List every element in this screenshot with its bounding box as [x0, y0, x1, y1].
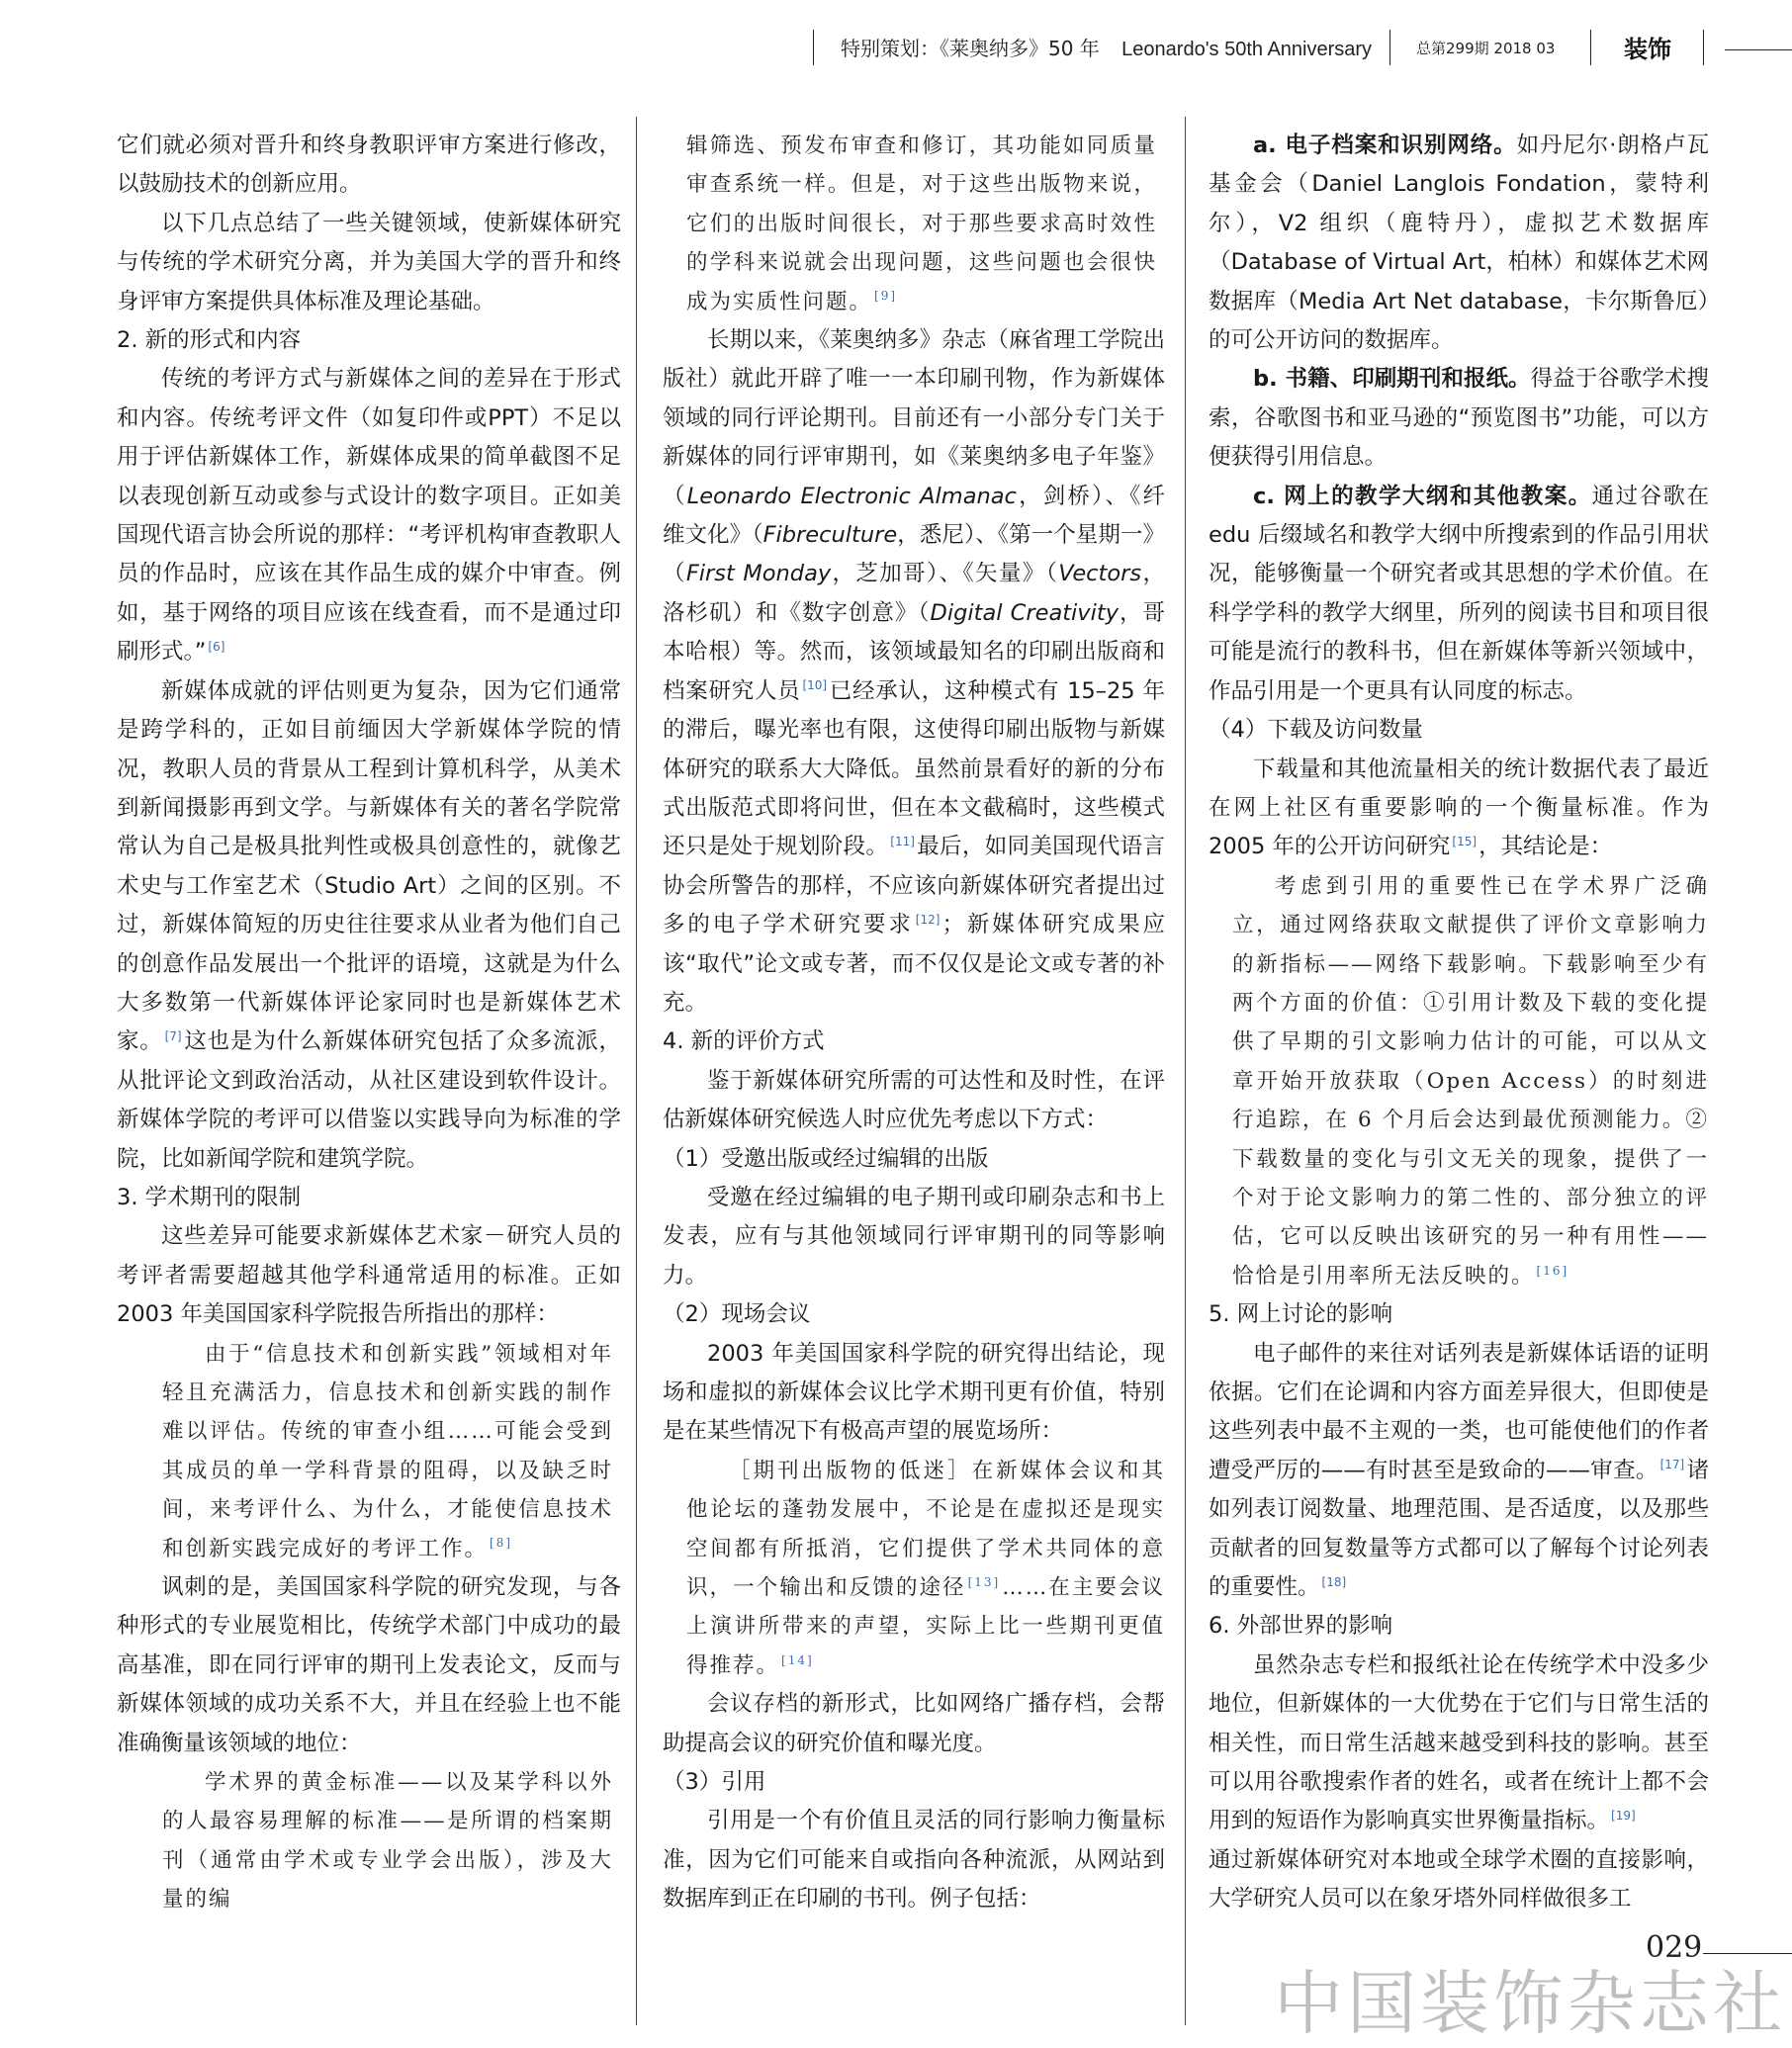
header-feature-title [841, 33, 1372, 61]
paragraph-text: ，洛杉矶）和《数字创意》（ [663, 561, 1165, 626]
header-divider-4 [1703, 30, 1704, 65]
header-feature-cn: 特别策划：《莱奥纳多》50 年 [841, 37, 1100, 60]
journal-title: Digital Creativity [930, 599, 1120, 626]
paragraph: 会议存档的新形式，比如网络广播存档，会帮助提高会议的研究价值和曝光度。 [663, 1691, 1165, 1756]
footnote-ref[interactable]: [13] [967, 1574, 1001, 1589]
section-heading: 3. 学术期刊的限制 [117, 1184, 302, 1210]
paragraph-text: 新媒体成就的评估则更为复杂，因为它们通常是跨学科的，正如目前缅因大学新媒体学院的情况，教职人员的背景从工程到计算机科学，从美术到新闻摄影再到文学。与新媒体有关的著名学院常常认为自己是极具批判性或极具创意性的，就像艺术史与工作室艺术（Studio Art）之间的区别。不过，新媒体简短的历史往往要求从业者为他们自己的创意作品发展出一个批评的语境，这就是为什么大多数第一代新媒体评论家同时也是新媒体艺术家。 [117, 677, 621, 1055]
footnote-ref[interactable]: [15] [1452, 834, 1478, 848]
quote-text: 考虑到引用的重要性已在学术界广泛确立，通过网络获取文献提供了评价文章影响力的新指标——网络下载影响。下载影响至少有两个方面的价值：①引用计数及下载的变化提供了早期的引文影响力估计的可能，可以从文章开始开放获取（Open Access）的时刻进行追踪，在 6 个月后会达到最优预测能力。②下载数量的变化与引文无关的现象，提供了一个对于论文影响力的第二性的、部分独立的评估，它可以反映出该研究的另一种有用性——恰恰是引用率所无法反映的。 [1232, 873, 1709, 1289]
paragraph: 鉴于新媒体研究所需的可达性和及时性，在评估新媒体研究候选人时应优先考虑以下方式： [663, 1067, 1165, 1133]
paragraph: 它们就必须对晋升和终身教职评审方案进行修改，以鼓励技术的创新应用。 [117, 133, 621, 198]
block-quote [663, 127, 1165, 321]
footnote-ref[interactable]: [7] [164, 1028, 182, 1043]
header-divider-2 [1389, 30, 1390, 65]
paragraph-text: ，悉尼）、《第一个星期一》（ [663, 522, 1165, 587]
journal-title: First Monday [685, 561, 832, 587]
paragraph [1209, 751, 1709, 867]
subsection-heading: （3）引用 [663, 1769, 766, 1796]
paragraph: 通过新媒体研究对本地或全球学术圈的直接影响，大学研究人员可以在象牙塔外同样做很多工 [1209, 1846, 1709, 1913]
subsection-heading: （4）下载及访问数量 [1209, 717, 1423, 744]
item-title: b. 书籍、印刷期刊和报纸。 [1253, 366, 1531, 393]
watermark: 中国装饰杂志社 [1274, 1963, 1786, 2044]
header-divider-3 [1590, 30, 1591, 65]
paragraph-text: ，剑桥）、《纤维文化》（ [663, 483, 1165, 549]
footnote-ref[interactable]: [12] [915, 912, 941, 927]
paragraph-text: ，其结论是： [1478, 834, 1613, 860]
item-title: a. 电子档案和识别网络。 [1253, 133, 1517, 158]
section-heading: 4. 新的评价方式 [663, 1028, 825, 1055]
journal-title: Fibreculture [762, 522, 898, 549]
subsection-heading: （2）现场会议 [663, 1301, 811, 1328]
paragraph-text: 通过谷歌在 edu 后缀域名和教学大纲中所搜索到的作品引用状况，能够衡量一个研究者或其思想的学术价值。在科学学科的教学大纲里，所列的阅读书目和项目很可能是流行的教科书，但在新媒体等新兴领域中，作品引用是一个更具有认同度的标志。 [1209, 483, 1709, 704]
page-number: 029 [1646, 1930, 1703, 1965]
section-heading: 6. 外部世界的影响 [1209, 1613, 1393, 1640]
footnote-ref[interactable]: [16] [1536, 1263, 1569, 1278]
paragraph [1209, 1335, 1709, 1608]
column-2 [663, 127, 1165, 1919]
quote-text: 辑筛选、预发布审查和修订，其功能如同质量审查系统一样。但是，对于这些出版物来说，它们的出版时间很长，对于那些要求高时效性的学科来说就会出现问题，这些问题也会很快成为实质性问题。 [686, 134, 1157, 314]
magazine-logo: 装饰 [1624, 36, 1671, 63]
paragraph [1209, 1647, 1709, 1841]
paragraph-text: ，哥本哈根）等。然而，该领域最知名的印刷出版商和档案研究人员 [663, 599, 1165, 704]
paragraph-text: 诸如列表订阅数量、地理范围、是否适度，以及那些贡献者的回复数量等方式都可以了解每个讨论列表的重要性。 [1209, 1457, 1709, 1601]
paragraph [663, 321, 1165, 1023]
column-rule-2 [1185, 117, 1186, 2025]
footnote-ref[interactable]: [9] [874, 289, 898, 304]
paragraph-text: 得益于谷歌学术搜索，谷歌图书和亚马逊的“预览图书”功能，可以方便获得引用信息。 [1209, 366, 1709, 471]
paragraph: 引用是一个有价值且灵活的同行影响力衡量标准，因为它们可能来自或指向各种流派，从网站到数据库到正在印刷的书刊。例子包括： [663, 1808, 1165, 1913]
paragraph: 以下几点总结了一些关键领域，使新媒体研究与传统的学术研究分离，并为美国大学的晋升和终身评审方案提供具体标准及理论基础。 [117, 210, 621, 314]
paragraph-text: 下载量和其他流量相关的统计数据代表了最近在网上社区有重要影响的一个衡量标准。作为 2005 年的公开访问研究 [1209, 756, 1709, 860]
paragraph: 这些差异可能要求新媒体艺术家－研究人员的考评者需要超越其他学科通常适用的标准。正如 2003 年美国国家科学院报告所指出的那样： [117, 1223, 621, 1328]
section-heading: 2. 新的形式和内容 [117, 327, 302, 354]
quote-text: ［期刊出版物的低迷］在新媒体会议和其他论坛的蓬勃发展中，不论是在虚拟还是现实空间都有所抵消，它们提供了学术共同体的意识，一个输出和反馈的途径 [686, 1458, 1165, 1601]
paragraph-text: 如丹尼尔·朗格卢瓦基金会（Daniel Langlois Fondation，蒙特利尔），V2 组织（鹿特丹），虚拟艺术数据库（Database of Virtual Art，柏林）和媒体艺术网数据库（Media Art Net database，卡尔斯鲁厄）的可公开访问的数据库。 [1209, 133, 1709, 354]
paragraph-text: ，芝加哥）、《矢量》（ [831, 561, 1059, 587]
paragraph: 2003 年美国国家科学院的研究得出结论，现场和虚拟的新媒体会议比学术期刊更有价值，特别是在某些情况下有极高声望的展览场所： [663, 1340, 1165, 1445]
section-heading: 5. 网上讨论的影响 [1209, 1301, 1393, 1328]
header-rule [1725, 49, 1792, 50]
subsection-heading: （1）受邀出版或经过编辑的出版 [663, 1145, 989, 1172]
block-quote [663, 1452, 1165, 1685]
column-1 [117, 127, 621, 1919]
paragraph [117, 672, 621, 1179]
footnote-ref[interactable]: [8] [490, 1536, 513, 1551]
block-quote [1209, 867, 1709, 1295]
paragraph-text: 最后，如同美国现代语言协会所警告的那样，不应该向新媒体研究者提出过多的电子学术研究要求 [663, 834, 1165, 938]
paragraph: 讽刺的是，美国国家科学院的研究发现，与各种形式的专业展览相比，传统学术部门中成功的最高基准，即在同行评审的期刊上发表论文，反而与新媒体领域的成功关系不大，并且在经验上也不能准确衡量该领域的地位： [117, 1574, 621, 1756]
item-title: c. 网上的教学大纲和其他教案。 [1253, 483, 1592, 509]
block-quote: 学术界的黄金标准——以及某学科以外的人最容易理解的标准——是所谓的档案期刊（通常由学术或专业学会出版），涉及大量的编 [162, 1770, 613, 1913]
quote-text: ……在主要会议上演讲所带来的声望，实际上比一些期刊更值得推荐。 [686, 1575, 1165, 1678]
paragraph-text: 这也是为什么新媒体研究包括了众多流派，从批评论文到政治活动，从社区建设到软件设计。新媒体学院的考评可以借鉴以实践导向为标准的学院，比如新闻学院和建筑学院。 [117, 1028, 621, 1172]
footnote-ref[interactable]: [17] [1659, 1458, 1685, 1472]
paragraph-text: 虽然杂志专栏和报纸社论在传统学术中没多少地位，但新媒体的一大优势在于它们与日常生活的相关性，而日常生活越来越受到科技的影响。甚至可以用谷歌搜索作者的姓名，或者在统计上都不会用到的短语作为影响真实世界衡量指标。 [1209, 1651, 1709, 1834]
column-rule-1 [636, 117, 637, 2025]
footnote-ref[interactable]: [10] [802, 678, 828, 693]
column-3 [1209, 127, 1709, 1919]
quote-text: 由于“信息技术和创新实践”领域相对年轻且充满活力，信息技术和创新实践的制作难以评估。传统的审查小组……可能会受到其成员的单一学科背景的阻碍，以及缺乏时间，来考评什么、为什么，才能使信息技术和创新实践完成好的考评工作。 [162, 1341, 613, 1561]
paragraph: 受邀在经过编辑的电子期刊或印刷杂志和书上发表，应有与其他领域同行评审期刊的同等影响力。 [663, 1184, 1165, 1289]
header-divider-1 [813, 30, 814, 65]
paragraph [117, 360, 621, 671]
footnote-ref[interactable]: [11] [890, 834, 915, 848]
block-quote [117, 1335, 621, 1568]
paragraph-text: 长期以来，《莱奥纳多》杂志（麻省理工学院出版社）就此开辟了唯一一本印刷刊物，作为新媒体领域的同行评论期刊。目前还有一小部分专门关于新媒体的同行评审期刊，如《莱奥纳多电子年鉴》（ [663, 327, 1165, 509]
footnote-ref[interactable]: [18] [1321, 1574, 1347, 1589]
header-issue: 总第299期 2018 03 [1416, 40, 1556, 57]
paragraph [1209, 127, 1709, 360]
paragraph-text: ；新媒体研究成果应该“取代”论文或专著，而不仅仅是论文或专著的补充。 [663, 912, 1165, 1016]
journal-title: Leonardo Electronic Almanac [686, 483, 1017, 509]
paragraph-text: 电子邮件的来往对话列表是新媒体话语的证明依据。它们在论调和内容方面差异很大，但即使是这些列表中最不主观的一类，也可能使他们的作者遭受严厉的——有时甚至是致命的——审查。 [1209, 1340, 1709, 1483]
paragraph-text: 传统的考评方式与新媒体之间的差异在于形式和内容。传统考评文件（如复印件或PPT）不足以用于评估新媒体工作，新媒体成果的简单截图不足以表现创新互动或参与式设计的数字项目。正如美国现代语言协会所说的那样：“考评机构审查教职人员的作品时，应该在其作品生成的媒介中审查。例如，基于网络的项目应该在线查看，而不是通过印刷形式。” [117, 366, 621, 666]
paragraph [1209, 360, 1709, 477]
paragraph-text: 已经承认，这种模式有 15–25 年的滞后，曝光率也有限，这使得印刷出版物与新媒体研究的联系大大降低。虽然前景看好的新的分布式出版范式即将问世，但在本文截稿时，这些模式还只是处于规划阶段。 [663, 677, 1165, 860]
footnote-ref[interactable]: [19] [1611, 1808, 1636, 1823]
footnote-ref[interactable]: [14] [781, 1652, 814, 1667]
journal-title: Vectors [1058, 561, 1142, 587]
footnote-ref[interactable]: [6] [208, 639, 225, 654]
header-feature-en: Leonardo's 50th Anniversary [1121, 39, 1373, 60]
paragraph [1209, 478, 1709, 711]
